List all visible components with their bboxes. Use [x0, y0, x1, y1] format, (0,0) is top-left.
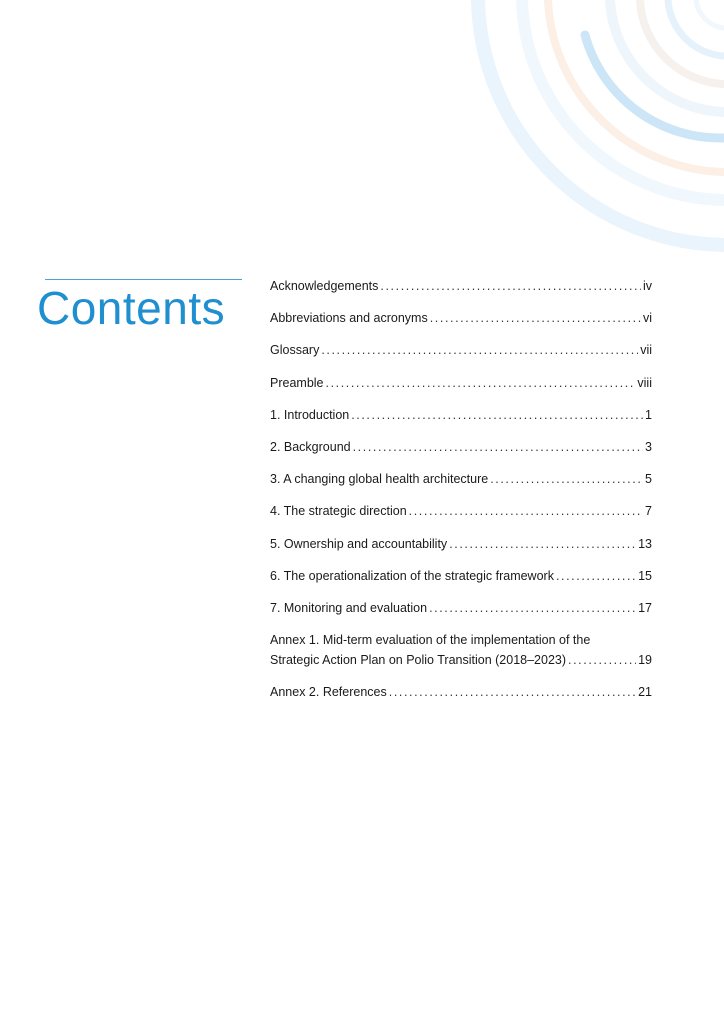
arc-7 — [668, 0, 724, 56]
dot-leader — [409, 501, 643, 521]
toc-entry-page: 7 — [645, 504, 652, 519]
toc-entry-label: 7. Monitoring and evaluation — [270, 600, 428, 615]
toc-entry-label: Annex 2. References — [270, 685, 387, 700]
dot-leader — [389, 682, 636, 702]
toc-entry-label: Strategic Action Plan on Polio Transition (2018–2023) — [270, 653, 567, 668]
toc-entry[interactable] — [270, 534, 652, 554]
toc-entry-label: 6. The operationalization of the strategic framework — [270, 568, 554, 583]
arc-6 — [640, 0, 724, 84]
dot-leader — [429, 598, 636, 618]
toc-entry[interactable] — [270, 630, 652, 670]
dot-leader — [321, 340, 638, 360]
toc-entry-page: 15 — [638, 568, 652, 583]
dot-leader — [380, 276, 641, 296]
toc-entry-label: 3. A changing global health architecture — [270, 472, 489, 487]
arc-4 — [585, 35, 724, 138]
dot-leader — [490, 469, 643, 489]
toc-entry-page: 19 — [638, 653, 652, 668]
toc-entry[interactable] — [270, 405, 652, 425]
toc-entry[interactable] — [270, 308, 652, 328]
arc-2 — [522, 0, 724, 200]
toc-entry[interactable] — [270, 437, 652, 457]
toc-entry-label: 4. The strategic direction — [270, 504, 407, 519]
toc-entry-page: iv — [642, 279, 652, 293]
toc-entry-label: 2. Background — [270, 439, 351, 454]
dot-leader — [568, 650, 636, 670]
page-title: Contents — [37, 282, 226, 334]
dot-leader — [430, 308, 641, 328]
toc-entry[interactable] — [270, 276, 652, 296]
arc-outer — [478, 0, 724, 245]
toc-entry-label: Abbreviations and acronyms — [270, 311, 428, 326]
arc-8 — [696, 0, 724, 28]
toc-entry-label-line1: Annex 1. Mid-term evaluation of the implementation of the — [270, 633, 591, 648]
toc-entry-label: Acknowledgements — [270, 279, 379, 293]
toc-entry-label: Preamble — [270, 375, 324, 390]
table-of-contents — [270, 276, 652, 714]
toc-entry-page: viii — [637, 375, 652, 390]
toc-entry[interactable] — [270, 682, 652, 702]
toc-entry-page: 3 — [645, 439, 652, 454]
dot-leader — [556, 566, 636, 586]
dot-leader — [351, 405, 643, 425]
toc-entry-page: 17 — [638, 600, 652, 615]
dot-leader — [449, 534, 636, 554]
toc-entry-label: 1. Introduction — [270, 407, 350, 422]
toc-entry[interactable] — [270, 373, 652, 393]
toc-entry[interactable] — [270, 340, 652, 360]
toc-entry-page: 13 — [638, 536, 652, 551]
dot-leader — [326, 373, 636, 393]
toc-entry-page: vii — [640, 343, 652, 358]
toc-entry[interactable] — [270, 566, 652, 586]
toc-entry-page: 1 — [645, 407, 652, 422]
toc-entry-label: Glossary — [270, 343, 320, 358]
toc-entry[interactable] — [270, 598, 652, 618]
arc-3 — [548, 0, 724, 172]
arc-5 — [610, 0, 724, 112]
toc-entry[interactable] — [270, 501, 652, 521]
toc-entry-page: 5 — [645, 472, 652, 487]
toc-entry-label: 5. Ownership and accountability — [270, 536, 448, 551]
toc-entry-page: 21 — [638, 685, 652, 700]
toc-entry[interactable] — [270, 469, 652, 489]
toc-entry-page: vi — [642, 311, 652, 326]
dot-leader — [353, 437, 643, 457]
